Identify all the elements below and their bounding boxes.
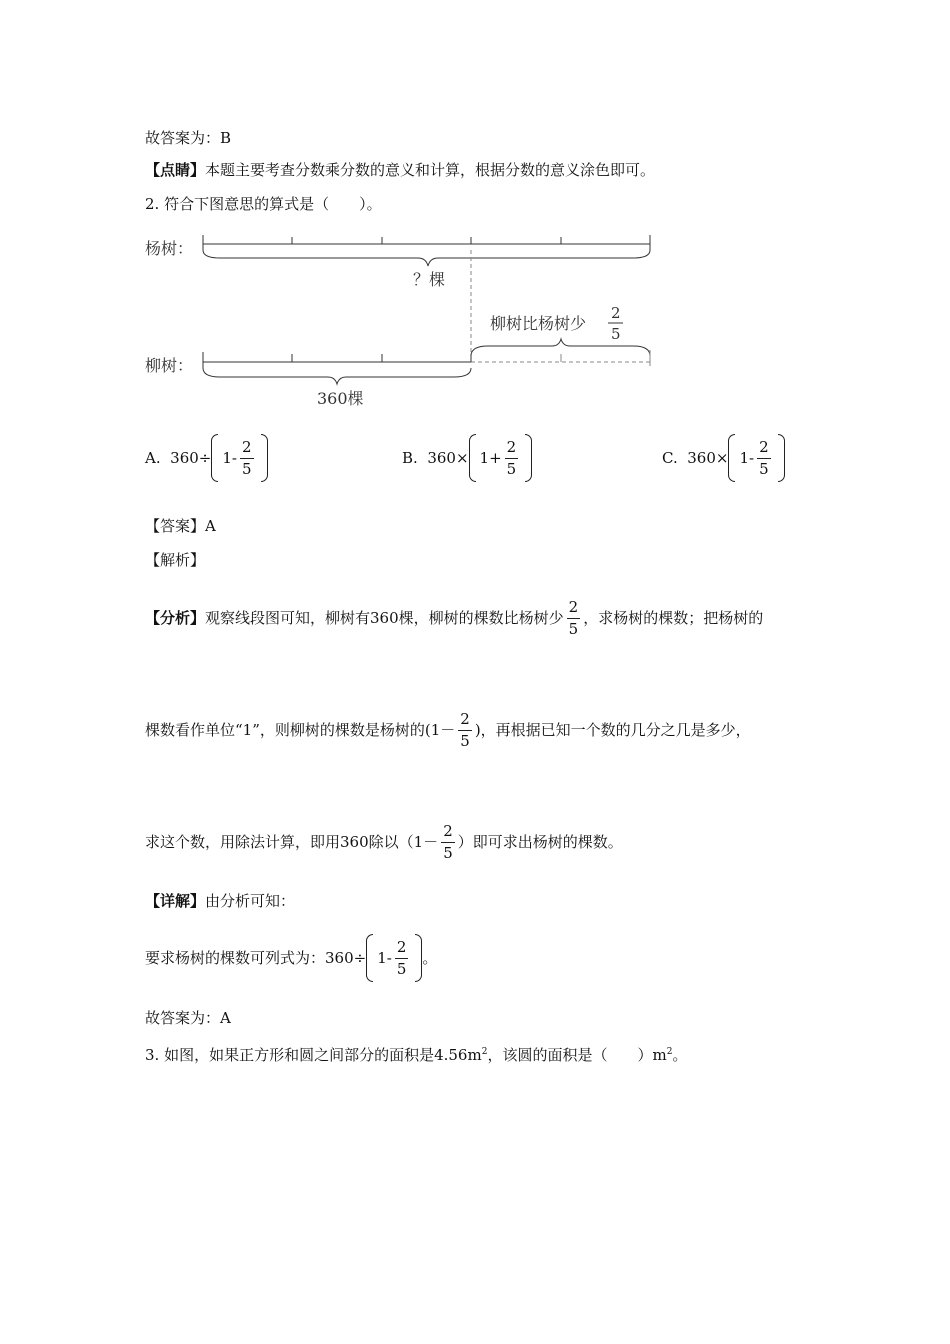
option-c[interactable] [662, 434, 785, 482]
analysis-line-3 [145, 820, 623, 864]
jiexi-line: 【解析】 [145, 551, 206, 569]
analysis-text-3a: 求这个数，用除法计算，即用360除以（1－ [145, 833, 439, 851]
liu-total: 360棵 [317, 389, 364, 408]
analysis-text-1a: 观察线段图可知，柳树有360棵，柳树的棵数比杨树少 [205, 609, 564, 627]
dianjing-text: 本题主要考查分数乘分数的意义和计算，根据分数的意义涂色即可。 [205, 161, 656, 179]
yang-ticks [203, 235, 650, 250]
option-b[interactable] [402, 434, 532, 482]
option-b-fraction: $\frac{2}{5}$ [506, 437, 517, 478]
option-c-letter: C. [662, 449, 678, 467]
option-a-inner: 1- [222, 449, 237, 467]
detail-expr-paren [366, 934, 422, 982]
q3-stem-b: ，该圆的面积是（ ）m [487, 1046, 667, 1064]
detail-expr-inner: 1- [377, 949, 392, 967]
option-b-lead: 360× [427, 449, 469, 467]
detail-line [145, 891, 295, 911]
analysis-fraction-2: $\frac{2}{5}$ [460, 709, 470, 750]
liu-ticks [203, 352, 471, 368]
analysis-line-1 [145, 596, 763, 640]
option-c-fraction: $\frac{2}{5}$ [759, 437, 769, 478]
prev-answer-line: 故答案为：B [145, 129, 232, 147]
yang-total: ？棵 [413, 270, 446, 289]
q3-sup-1: 2 [481, 1047, 488, 1057]
analysis-line-2 [145, 708, 751, 752]
q3-stem-c: 。 [672, 1046, 688, 1064]
detail-expression [145, 934, 437, 982]
segment-diagram [0, 0, 950, 420]
liu-brace [203, 368, 471, 384]
answer-line: 【答案】A [145, 517, 216, 535]
option-a[interactable] [145, 434, 268, 482]
diff-den: 5 [611, 325, 621, 343]
diff-brace [471, 339, 650, 356]
option-a-letter: A. [145, 449, 161, 467]
analysis-tag: 【分析】 [145, 609, 206, 627]
option-c-inner: 1- [739, 449, 755, 467]
detail-expr-lead: 要求杨树的棵数可列式为：360÷ [145, 949, 367, 967]
option-c-paren [728, 434, 784, 482]
detail-tag: 【详解】 [145, 892, 206, 910]
option-b-letter: B. [402, 449, 418, 467]
detail-text: 由分析可知： [205, 892, 296, 910]
option-a-lead: 360÷ [170, 449, 212, 467]
q3-sup-2: 2 [666, 1047, 673, 1057]
liu-ticks-dashed [561, 350, 650, 366]
yang-brace [203, 250, 650, 266]
analysis-fraction-3: $\frac{2}{5}$ [443, 821, 453, 862]
option-b-paren [469, 434, 533, 482]
analysis-text-1b: ，求杨树的棵数；把杨树的 [583, 609, 764, 627]
dianjing-tag: 【点睛】 [145, 161, 206, 179]
option-a-fraction: $\frac{2}{5}$ [241, 437, 252, 478]
analysis-fraction-1: $\frac{2}{5}$ [568, 597, 579, 638]
final-answer-line: 故答案为：A [145, 1009, 231, 1027]
question-3-stem [145, 1042, 687, 1065]
option-c-lead: 360× [687, 449, 729, 467]
analysis-text-2a: 棵数看作单位“1”，则柳树的棵数是杨树的(1－ [145, 721, 456, 739]
q3-stem-a: 3. 如图，如果正方形和圆之间部分的面积是4.56m [145, 1046, 482, 1064]
analysis-text-2b: )，再根据已知一个数的几分之几是多少， [474, 721, 751, 739]
detail-expr-fraction: $\frac{2}{5}$ [396, 937, 407, 978]
yang-label: 杨树： [145, 239, 194, 258]
question-2-stem: 2. 符合下图意思的算式是（ ）。 [145, 195, 382, 213]
option-a-paren [211, 434, 267, 482]
option-b-inner: 1+ [479, 449, 502, 467]
liu-label: 柳树： [145, 356, 194, 375]
diff-text: 柳树比杨树少 [490, 314, 587, 333]
detail-expr-end: 。 [422, 949, 438, 967]
analysis-text-3b: ）即可求出杨树的棵数。 [457, 833, 623, 851]
diff-num: 2 [611, 304, 621, 322]
